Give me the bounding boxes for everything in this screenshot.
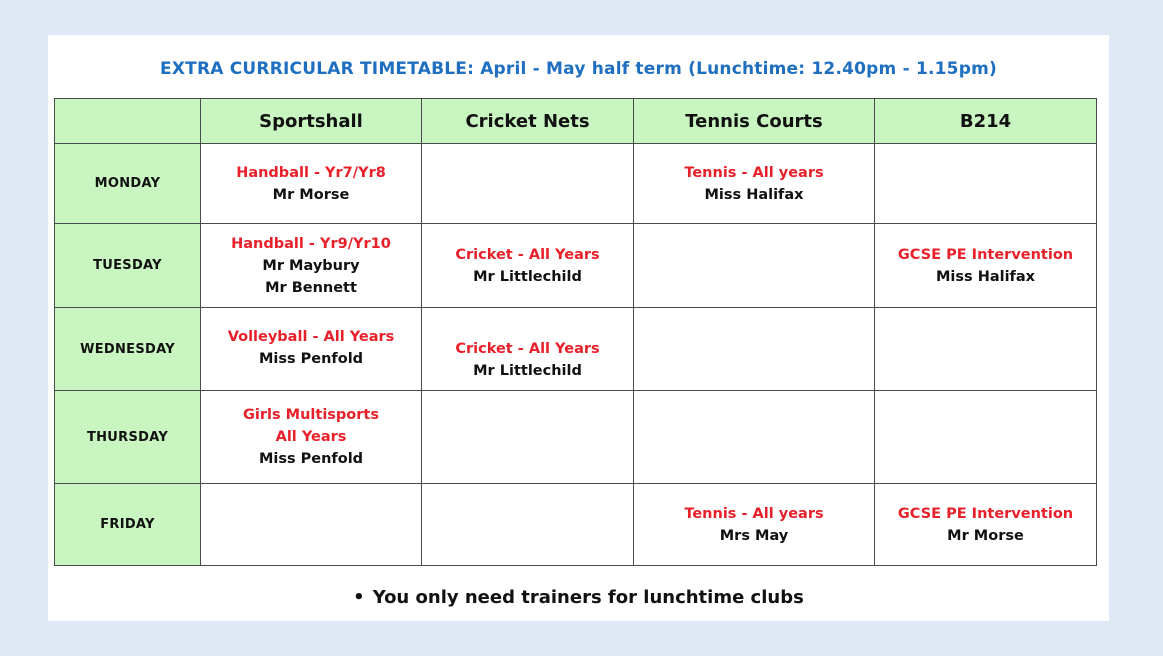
staff-name: Mr Maybury — [262, 257, 360, 274]
activity-label: All Years — [275, 429, 347, 445]
table-cell — [634, 144, 875, 224]
day-label: TUESDAY — [55, 224, 201, 308]
table-cell — [422, 224, 634, 308]
table-cell-empty — [875, 144, 1097, 224]
staff-name: Mr Morse — [947, 527, 1024, 544]
timetable-table — [54, 98, 1097, 566]
staff-name: Miss Penfold — [258, 451, 364, 467]
timetable-sheet — [48, 35, 1109, 621]
activity-label: GCSE PE Intervention — [897, 246, 1074, 263]
activity-label: Girls Multisports — [243, 407, 379, 423]
header-row — [55, 99, 1097, 144]
activity-label: Handball - Yr9/Yr10 — [231, 235, 391, 252]
table-row — [55, 484, 1097, 566]
column-header-tennis-courts: Tennis Courts — [634, 99, 875, 144]
staff-name: Mr Bennett — [265, 279, 357, 296]
staff-name: Mr Morse — [272, 186, 350, 203]
page-title: EXTRA CURRICULAR TIMETABLE: April - May half term (Lunchtime: 12.40pm - 1.15pm) — [160, 59, 997, 79]
activity-label: Cricket - All Years — [455, 246, 600, 263]
table-cell — [875, 484, 1097, 566]
table-cell — [422, 308, 634, 391]
table-row — [55, 144, 1097, 224]
staff-name: Mr Littlechild — [473, 268, 582, 285]
table-cell — [201, 224, 422, 308]
day-label: FRIDAY — [55, 484, 201, 566]
column-header-b214: B214 — [875, 99, 1097, 144]
table-cell-empty — [422, 391, 634, 484]
table-row — [55, 308, 1097, 391]
activity-label: Tennis - All years — [684, 505, 824, 522]
bullet-icon: • — [353, 587, 365, 608]
activity-label: Handball - Yr7/Yr8 — [236, 164, 386, 181]
table-cell-empty — [634, 224, 875, 308]
table-cell — [201, 391, 422, 484]
table-cell — [875, 224, 1097, 308]
table-cell-empty — [422, 484, 634, 566]
column-header-sportshall: Sportshall — [201, 99, 422, 144]
staff-name: Miss Halifax — [935, 268, 1035, 285]
staff-name: Mr Littlechild — [473, 363, 582, 379]
table-cell — [201, 308, 422, 391]
column-header-cricket-nets: Cricket Nets — [422, 99, 634, 144]
table-cell-empty — [634, 391, 875, 484]
table-cell-empty — [201, 484, 422, 566]
day-label: THURSDAY — [55, 391, 201, 484]
table-cell-empty — [875, 391, 1097, 484]
table-cell — [634, 484, 875, 566]
table-row — [55, 391, 1097, 484]
staff-name: Mrs May — [719, 527, 789, 544]
activity-label: Volleyball - All Years — [227, 329, 395, 345]
table-cell — [201, 144, 422, 224]
footnote — [48, 587, 1109, 608]
staff-name: Miss Penfold — [258, 351, 364, 367]
activity-label: Tennis - All years — [684, 165, 824, 181]
footnote-text: You only need trainers for lunchtime clubs — [372, 587, 804, 608]
day-label: MONDAY — [55, 144, 201, 224]
staff-name: Miss Halifax — [704, 187, 804, 203]
column-header-corner — [55, 99, 201, 144]
table-row — [55, 224, 1097, 308]
activity-label: Cricket - All Years — [455, 341, 600, 357]
day-label: WEDNESDAY — [55, 308, 201, 391]
table-cell-empty — [634, 308, 875, 391]
table-cell-empty — [875, 308, 1097, 391]
activity-label: GCSE PE Intervention — [897, 505, 1074, 522]
table-cell-empty — [422, 144, 634, 224]
